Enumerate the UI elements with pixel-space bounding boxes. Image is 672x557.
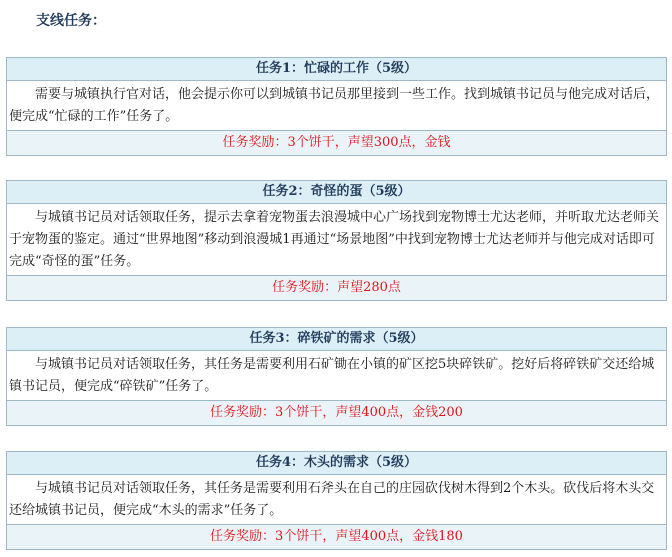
quest-reward: 任务奖励：3个饼干，声望300点，金钱	[7, 131, 666, 155]
page-heading: 支线任务：	[36, 13, 106, 29]
quest-reward: 任务奖励：声望280点	[7, 276, 666, 300]
quest-description: 与城镇书记员对话领取任务，其任务是需要利用石斧头在自己的庄园砍伐树木得到2个木头。砍伐后将木头交还给城镇书记员，便完成“木头的需求”任务了。	[7, 475, 666, 525]
quest-description: 与城镇书记员对话领取任务，提示去拿着宠物蛋去浪漫城中心广场找到宠物博士尤达老师，并听取尤达老师关于宠物蛋的鉴定。通过“世界地图”移动到浪漫城1再通过“场景地图”中找到宠物博士尤达老师并与他完成对话即可完成“奇怪的蛋”任务。	[7, 204, 666, 276]
quest-table-1	[6, 57, 667, 156]
quest-title: 任务4：木头的需求（5级）	[7, 452, 666, 475]
quest-reward: 任务奖励：3个饼干，声望400点，金钱200	[7, 401, 666, 425]
quest-title: 任务2：奇怪的蛋（5级）	[7, 181, 666, 204]
quest-table-4	[6, 451, 667, 550]
quest-description: 需要与城镇执行官对话，他会提示你可以到城镇书记员那里接到一些工作。找到城镇书记员与他完成对话后，便完成“忙碌的工作”任务了。	[7, 81, 666, 131]
quest-description: 与城镇书记员对话领取任务，其任务是需要利用石矿锄在小镇的矿区挖5块碎铁矿。挖好后将碎铁矿交还给城镇书记员，便完成“碎铁矿”任务了。	[7, 351, 666, 401]
quest-title: 任务3：碎铁矿的需求（5级）	[7, 328, 666, 351]
quest-reward: 任务奖励：3个饼干，声望400点，金钱180	[7, 525, 666, 549]
quest-title: 任务1：忙碌的工作（5级）	[7, 58, 666, 81]
quest-table-3	[6, 327, 667, 426]
quest-table-2	[6, 180, 667, 301]
